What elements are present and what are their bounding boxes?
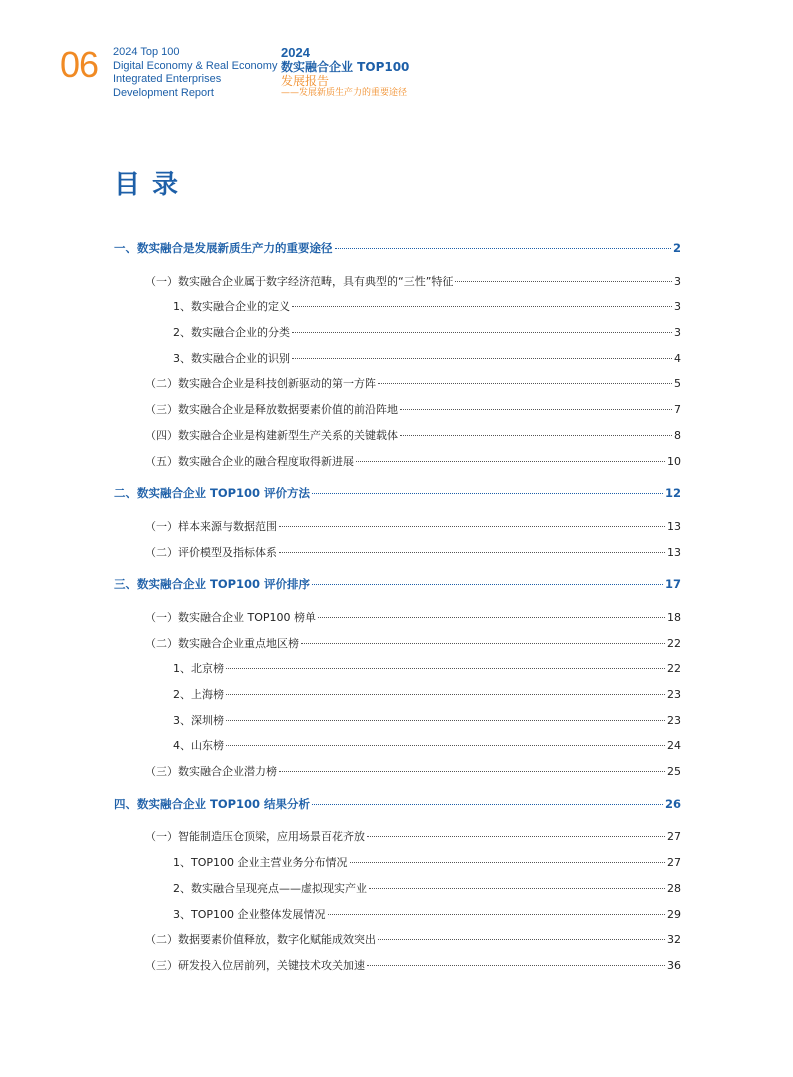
toc-entry-label: （二）数实融合企业是科技创新驱动的第一方阵 — [145, 377, 376, 391]
toc-leader-dots — [226, 694, 665, 695]
page-header — [60, 42, 760, 112]
toc-entry[interactable] — [114, 733, 681, 759]
toc-entry-page: 22 — [667, 662, 681, 676]
toc-entry-label: （三）数实融合企业潜力榜 — [145, 765, 277, 779]
header-cn-subtitle: ——发展新质生产力的重要途径 — [281, 88, 408, 98]
toc-leader-dots — [367, 965, 665, 966]
toc-entry-label: 2、上海榜 — [173, 688, 224, 701]
toc-entry[interactable] — [114, 481, 681, 507]
toc-entry-label: 一、数实融合是发展新质生产力的重要途径 — [114, 241, 333, 255]
toc-entry[interactable] — [114, 371, 681, 397]
toc-entry-page: 13 — [667, 545, 681, 559]
toc-entry-label: （三）研发投入位居前列，关键技术攻关加速 — [145, 958, 365, 972]
toc-entry-label: 3、深圳榜 — [173, 713, 224, 727]
toc-entry-label: 3、数实融合企业的识别 — [173, 351, 290, 365]
toc-entry[interactable] — [114, 902, 681, 928]
toc-entry-label: 4、山东榜 — [173, 739, 224, 753]
header-chinese-title — [281, 46, 409, 99]
toc-entry-page: 4 — [674, 351, 681, 365]
toc-entry-label: 2、数实融合呈现亮点——虚拟现实产业 — [173, 881, 367, 895]
toc-entry[interactable] — [114, 294, 681, 320]
toc-leader-dots — [312, 493, 663, 494]
toc-leader-dots — [226, 668, 665, 669]
toc-entry[interactable] — [114, 792, 681, 818]
toc-entry[interactable] — [114, 850, 681, 876]
toc-leader-dots — [279, 771, 665, 772]
toc-entry-label: （四）数实融合企业是构建新型生产关系的关键载体 — [145, 428, 398, 442]
toc-leader-dots — [318, 617, 665, 618]
toc-entry-page: 24 — [667, 739, 681, 753]
toc-entry-label: （一）智能制造压仓顶梁，应用场景百花齐放 — [145, 830, 365, 844]
toc-entry-label: （二）数据要素价值释放，数字化赋能成效突出 — [145, 933, 376, 947]
toc-entry[interactable] — [114, 514, 681, 540]
toc-leader-dots — [367, 836, 665, 837]
toc-entry[interactable] — [114, 269, 681, 295]
toc-entry[interactable] — [114, 759, 681, 785]
toc-entry-page: 3 — [674, 274, 681, 288]
header-cn-year: 2024 — [281, 45, 310, 60]
toc-entry[interactable] — [114, 824, 681, 850]
toc-leader-dots — [350, 862, 665, 863]
toc-entry-page: 18 — [667, 610, 681, 624]
header-en-line: 2024 Top 100 — [113, 46, 180, 58]
toc-leader-dots — [369, 888, 665, 889]
toc-entry-page: 23 — [667, 713, 681, 727]
toc-entry[interactable] — [114, 423, 681, 449]
toc-entry[interactable] — [114, 449, 681, 475]
toc-leader-dots — [292, 306, 672, 307]
toc-leader-dots — [356, 461, 665, 462]
toc-entry-page: 27 — [667, 830, 681, 844]
toc-entry[interactable] — [114, 236, 681, 262]
toc-entry-label: 二、数实融合企业 TOP100 评价方法 — [114, 486, 311, 501]
toc-leader-dots — [378, 383, 672, 384]
toc-entry-label: （二）数实融合企业重点地区榜 — [145, 636, 299, 650]
toc-leader-dots — [301, 643, 665, 644]
toc-leader-dots — [455, 281, 672, 282]
toc-entry-label: 四、数实融合企业 TOP100 结果分析 — [114, 796, 311, 811]
page-number: 06 — [60, 44, 99, 85]
toc-entry[interactable] — [114, 682, 681, 708]
toc-entry-page: 27 — [667, 856, 681, 870]
toc-entry-label: 3、TOP100 企业整体发展情况 — [173, 907, 326, 921]
toc-entry-page: 23 — [667, 688, 681, 701]
toc-entry-page: 32 — [667, 933, 681, 947]
toc-entry[interactable] — [114, 397, 681, 423]
toc-entry-label: 2、数实融合企业的分类 — [173, 326, 290, 340]
toc-entry-page: 25 — [667, 765, 681, 779]
toc-entry-page: 13 — [667, 519, 681, 533]
header-en-line: Development Report — [113, 86, 214, 99]
toc-entry[interactable] — [114, 605, 681, 631]
header-english-title — [113, 46, 277, 100]
toc-leader-dots — [312, 584, 663, 585]
table-of-contents — [114, 236, 681, 979]
toc-entry[interactable] — [114, 953, 681, 979]
toc-entry[interactable] — [114, 540, 681, 566]
toc-heading: 目录 — [114, 170, 191, 200]
toc-entry-page: 7 — [674, 403, 681, 417]
toc-entry-label: 1、数实融合企业的定义 — [173, 300, 290, 314]
toc-entry-label: （三）数实融合企业是释放数据要素价值的前沿阵地 — [145, 403, 398, 417]
toc-entry-page: 2 — [672, 241, 681, 255]
header-en-line: Integrated Enterprises — [113, 73, 222, 85]
toc-entry-label: （一）数实融合企业属于数字经济范畴，具有典型的“三性”特征 — [145, 274, 454, 288]
toc-entry-label: 三、数实融合企业 TOP100 评价排序 — [114, 577, 311, 592]
toc-entry-page: 8 — [674, 428, 681, 442]
toc-entry-page: 28 — [667, 881, 681, 895]
toc-leader-dots — [226, 720, 665, 721]
toc-entry-label: （一）样本来源与数据范围 — [145, 519, 277, 533]
toc-entry-page: 3 — [674, 300, 681, 314]
toc-entry-page: 17 — [664, 577, 681, 592]
header-cn-report: 发展报告 — [281, 74, 330, 88]
toc-entry-page: 29 — [667, 907, 681, 921]
toc-entry[interactable] — [114, 656, 681, 682]
toc-entry-page: 3 — [674, 326, 681, 340]
toc-entry[interactable] — [114, 320, 681, 346]
header-en-line: Digital Economy & Real Economy — [113, 59, 278, 72]
toc-entry-label: 1、北京榜 — [173, 662, 224, 676]
toc-entry-label: （一）数实融合企业 TOP100 榜单 — [145, 610, 316, 624]
toc-entry-page: 12 — [664, 486, 681, 501]
toc-leader-dots — [226, 745, 665, 746]
toc-entry[interactable] — [114, 708, 681, 734]
toc-entry[interactable] — [114, 876, 681, 902]
toc-leader-dots — [292, 358, 672, 359]
toc-leader-dots — [400, 409, 672, 410]
toc-entry-page: 5 — [674, 377, 681, 391]
toc-entry-label: （二）评价模型及指标体系 — [145, 545, 277, 559]
toc-leader-dots — [400, 435, 672, 436]
toc-leader-dots — [279, 552, 665, 553]
toc-entry-page: 10 — [667, 454, 681, 468]
toc-leader-dots — [335, 248, 671, 249]
toc-leader-dots — [292, 332, 672, 333]
toc-entry[interactable] — [114, 927, 681, 953]
toc-leader-dots — [328, 914, 665, 915]
toc-entry-page: 22 — [667, 636, 681, 650]
toc-entry-page: 26 — [664, 796, 681, 811]
toc-leader-dots — [378, 939, 665, 940]
toc-entry-label: （五）数实融合企业的融合程度取得新进展 — [145, 454, 354, 468]
toc-entry-page: 36 — [667, 958, 681, 972]
toc-leader-dots — [312, 804, 663, 805]
header-cn-title: 数实融合企业 TOP100 — [281, 60, 410, 74]
toc-entry-label: 1、TOP100 企业主营业务分布情况 — [173, 856, 348, 870]
toc-leader-dots — [279, 526, 665, 527]
toc-entry[interactable] — [114, 572, 681, 598]
toc-entry[interactable] — [114, 346, 681, 372]
toc-entry[interactable] — [114, 631, 681, 657]
